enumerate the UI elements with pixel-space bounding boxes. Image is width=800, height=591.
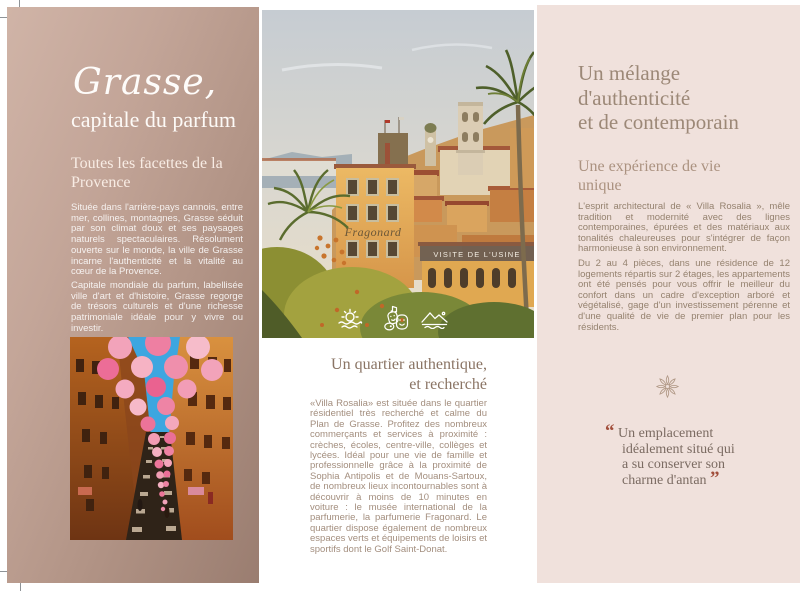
center-heading-line2: et recherché [409,375,487,393]
center-heading-line1: Un quartier authentique, [331,356,487,373]
pink-umbrellas-street-photo [70,337,233,540]
right-subheading-line1: Une expérience de vie [578,158,721,175]
right-heading-line1: Un mélange [578,61,681,85]
right-subheading-line2: unique [578,177,622,194]
left-paragraph-2: Capitale mondiale du parfum, labellisée ville d'art et d'histoire, Grasse regorge de trésors culturels et d'une richesse patrimoniale idéale pour y vivre ou investir. [71,280,243,334]
right-heading-line3: et de contemporain [578,110,739,134]
close-quote-mark: ” [710,467,720,489]
culture-icon [384,305,410,332]
right-paragraph-1: L'esprit architectural de « Villa Rosalia », mêle tradition et modernité avec des lignes contemporaines, épurées et des matériaux aux tonalités chaleureuses pour s'intégrer de façon harmonieuse à son environnement. [578,201,790,255]
quote-block [605,421,737,489]
open-quote-mark: “ [605,421,615,442]
left-panel [7,7,259,583]
right-panel [537,5,800,583]
page-title-sub: capitale du parfum [71,107,236,132]
visite-usine-sign-text: VISITE DE L'USINE [433,250,521,259]
crop-mark [19,0,20,7]
sunset-icon [335,308,365,330]
right-heading-line2: d'authenticité [578,85,691,110]
fragonard-sign-text: Fragonard [344,225,402,239]
center-paragraph: «Villa Rosalia» est située dans le quartier résidentiel très recherché et calme du Plan de Grasse. Profitez des nombreux commerçants et services à proximité : crèches, écoles, centre-ville, collèges et lycées. Idéal pour une vie de famille et professionnelle grâce à la proximité de Sophia Antipolis et de Mouans-Sartoux, de nombreux lieux incontournables sont à découvrir à moins de 10 minutes en voiture : le musée international de la parfumerie, la parfumerie Fragonard. Le quartier dispose également de nombreux espaces verts et équipements de loisirs et sportifs dont le Golf Saint-Donat. [310,398,487,555]
grasse-town-photo [262,10,534,338]
page-title-script: Grasse, [73,62,218,103]
left-section-heading: Toutes les facettes de la Provence [71,155,223,191]
right-paragraph-2: Du 2 au 4 pièces, dans une résidence de 12 logements répartis sur 2 étages, les appartements ont été pensés pour vous offrir le meilleur du confort dans un cadre d'exception arboré et végétalisé, gage d'un investissement pérenne et d'une qualité de vie de premier plan pour les résidents. [578,258,790,333]
left-paragraph-1: Située dans l'arrière-pays cannois, entre mer, collines, montagnes, Grasse séduit par son climat doux et ses paysages naturels spectaculaires. Résolument ouverte sur le monde, la ville de Grasse incarne l'authenticité et la vitalité au cœur de la Provence. [71,202,243,278]
quote-text: Un emplacement idéalement situé qui a su conserver son charme d'antan [618,426,735,488]
right-heading [578,61,739,135]
rosette-icon [654,373,681,400]
center-section-heading [262,355,487,394]
mountains-sea-icon [420,310,449,329]
right-subheading [578,157,721,195]
